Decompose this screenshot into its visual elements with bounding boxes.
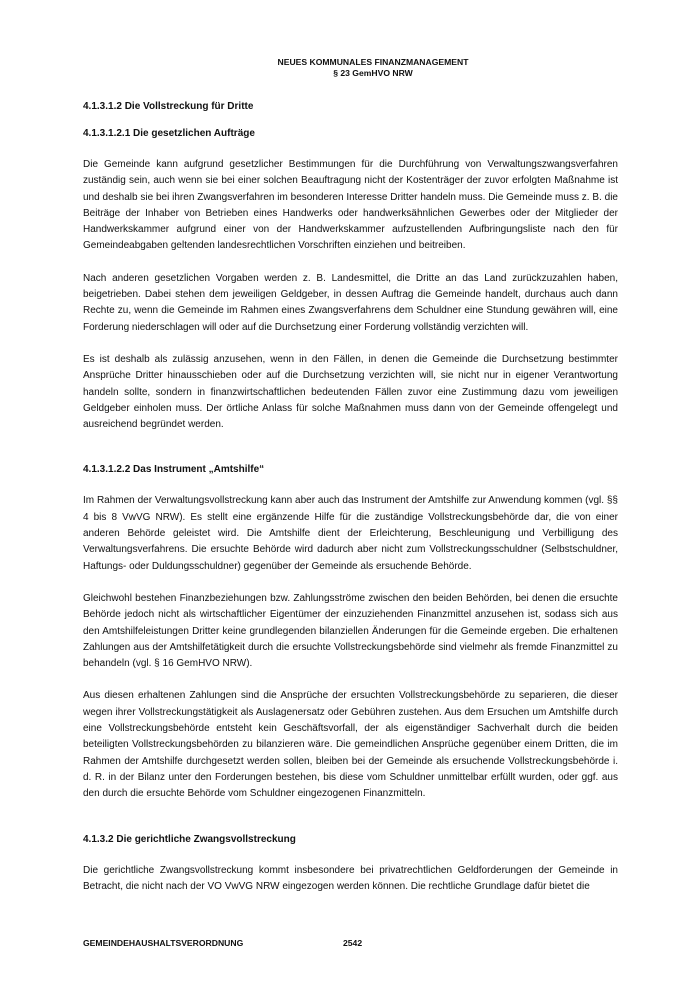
paragraph: Es ist deshalb als zulässig anzusehen, wenn in den Fällen, in denen die Gemeinde die Durchsetzung bestimmter Ansprüche Dritter hinausschieben oder auf die Durchsetzung verzichten will, sie nicht nur in eigener Verantwortung handeln sollte, sondern in finanzwirtschaftlichen bedeutenden Fällen zuvor eine Zustimmung dazu vom jeweiligen Geldgeber einholen muss. Der örtliche Anlass für solche Maßnahmen muss dann von der Gemeinde offengelegt und ausreichend begründet werden. (83, 353, 618, 431)
paragraph: Die Gemeinde kann aufgrund gesetzlicher Bestimmungen für die Durchführung von Verwaltungszwangsverfahren zuständig sein, auch wenn sie bei einer solchen Beauftragung nicht der Kostenträger der zuvor erfolgten Maßnahme ist und deshalb sie bei ihren Zwangsverfahren im besonderen Interesse Dritter handeln muss. Die Gemeinde muss z. B. die Beiträge der Inhaber von Betrieben eines Handwerks oder handwerksähnlichen Gewerbes oder der Mitglieder der Handwerkskammer aufgrund einer von der Handwerkskammer aufzustellenden Aufbringungsliste nach den für Gemeindeabgaben geltenden landesrechtlichen Vorschriften einziehen und beitreiben. (83, 159, 618, 252)
subsection-heading: 4.1.3.1.2.2 Das Instrument „Amtshilfe“ (83, 464, 265, 476)
paragraph: Gleichwohl bestehen Finanzbeziehungen bzw. Zahlungsströme zwischen den beiden Behörden, bei denen die ersuchte Behörde jedoch nicht als wirtschaftlicher Eigentümer der einzuziehenden Finanzmittel anzusehen ist, sodass sich aus den Amtshilfeleistungen Dritter keine grundlegenden bilanziellen Änderungen für die Gemeinde ergeben. Die erhaltenen Zahlungen aus der Amtshilfetätigkeit durch die ersuchte Vollstreckungsbehörde sind vielmehr als fremde Finanzmittel zu behandeln (vgl. § 16 GemHVO NRW). (83, 592, 618, 670)
section-heading: 4.1.3.1.2 Die Vollstreckung für Dritte (83, 101, 254, 112)
paragraph: Aus diesen erhaltenen Zahlungen sind die Ansprüche der ersuchten Vollstreckungsbehörde zu separieren, die dieser wegen ihrer Vollstreckungstätigkeit als Auslagenersatz oder Gebühren zustehen. Aus dem Ersuchen um Amtshilfe durch eine Vollstreckungsbehörde entsteht kein Geschäftsvorfall, der als eigenständiger Sachverhalt durch die beiden beteiligten Vollstreckungsbehörden zu bilanzieren wäre. Die gemeindlichen Ansprüche gegenüber einem Dritten, die im Rahmen der Amtshilfe durchgesetzt werden sollen, bleiben bei der Gemeinde als ersuchende Vollstreckungsbehörde i. d. R. in der Bilanz unter den Forderungen bestehen, bis diese vom Schuldner unmittelbar erfüllt wurden, oder ggf. aus den durch die ersuchte Behörde vom Schuldner eingezogenen Finanzmitteln. (83, 690, 618, 800)
header-subtitle: § 23 GemHVO NRW (333, 68, 413, 78)
subsection-heading: 4.1.3.1.2.1 Die gesetzlichen Aufträge (83, 128, 255, 139)
page-header (0, 57, 700, 79)
footer-title: GEMEINDEHAUSHALTSVERORDNUNG (83, 938, 244, 948)
section-heading: 4.1.3.2 Die gerichtliche Zwangsvollstreckung (83, 833, 296, 845)
page-body (83, 100, 618, 895)
header-title: NEUES KOMMUNALES FINANZMANAGEMENT (277, 57, 469, 67)
paragraph: Die gerichtliche Zwangsvollstreckung kommt insbesondere bei privatrechtlichen Geldforderungen der Gemeinde in Betracht, die nicht nach der VO VwVG NRW eingezogen werden können. Die rechtliche Grundlage dafür bietet die (83, 864, 618, 892)
paragraph: Im Rahmen der Verwaltungsvollstreckung kann aber auch das Instrument der Amtshilfe zur Anwendung kommen (vgl. §§ 4 bis 8 VwVG NRW). Es stellt eine ergänzende Hilfe für die zuständige Vollstreckungsbehörde dar, die von einer anderen Behörde geleistet wird. Die Amtshilfe dient der Erleichterung, Beschleunigung und Verbilligung des Verwaltungsverfahrens. Die ersuchte Behörde wird dadurch aber nicht zum Vollstreckungsschuldner (Selbstschuldner, Haftungs- oder Duldungsschuldner) gegenüber der Gemeinde als ersuchende Behörde. (83, 495, 618, 572)
page-number: 2542 (343, 938, 363, 948)
paragraph: Nach anderen gesetzlichen Vorgaben werden z. B. Landesmittel, die Dritte an das Land zurückzuzahlen haben, beigetrieben. Dabei stehen dem jeweiligen Geldgeber, in dessen Auftrag die Gemeinde handelt, durchaus auch dann Rechte zu, wenn die Gemeinde im Rahmen eines Zwangsverfahrens dem Schuldner eine Stundung gewähren will, eine Forderung niederschlagen will oder auf die Durchsetzung einer Forderung vollständig verzichten will. (83, 272, 618, 333)
